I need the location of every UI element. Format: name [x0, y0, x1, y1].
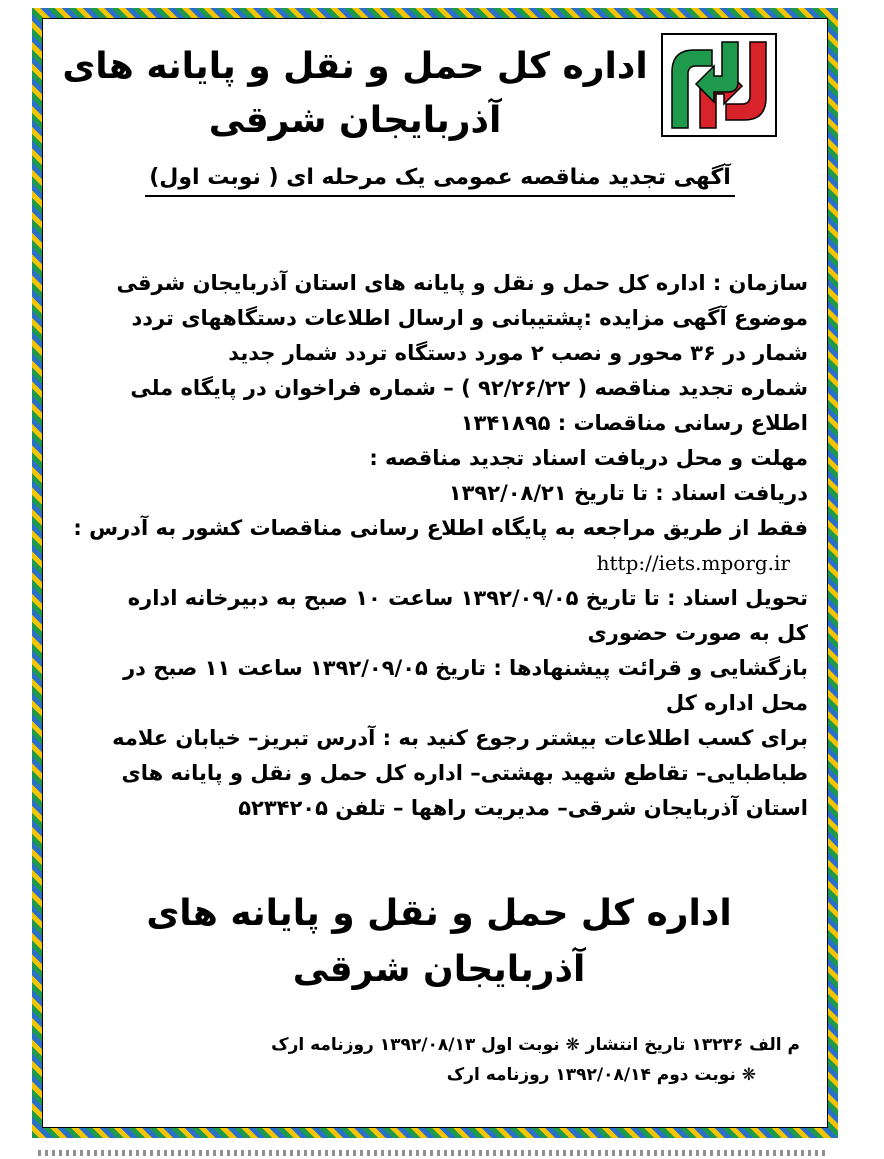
header-title-line2: آذربایجان شرقی	[208, 100, 502, 141]
notice-subtitle-text: آگهی تجدید مناقصه عمومی یک مرحله ای ( نوبت اول)	[145, 163, 735, 197]
header-title	[60, 40, 650, 148]
body-line: استان آذربایجان شرقی– مدیریت راهها – تلفن ۵۲۳۴۲۰۵	[238, 796, 808, 820]
bottom-strip	[38, 1150, 828, 1156]
body-line: موضوع آگهی مزایده :پشتیبانی و ارسال اطلاعات دستگاههای تردد	[131, 306, 808, 330]
body-line: شماره تجدید مناقصه ( ۹۲/۲۶/۲۲ ) – شماره فراخوان در پایگاه ملی	[130, 376, 808, 400]
footer-title-line2: آذربایجان شرقی	[292, 949, 586, 990]
body-line: شمار در ۳۶ محور و نصب ۲ مورد دستگاه تردد شمار جدید	[228, 341, 808, 365]
publication-line2: ❋ نوبت دوم ۱۳۹۲/۰۸/۱۴ روزنامه ارک	[446, 1065, 756, 1085]
website-url[interactable]: http://iets.mporg.ir	[596, 551, 790, 575]
footer-title-line1: اداره کل حمل و نقل و پایانه های	[146, 893, 732, 934]
road-transport-logo-icon	[660, 32, 778, 138]
body-line: طباطبایی– تقاطع شهید بهشتی– اداره کل حمل و نقل و پایانه های	[121, 761, 808, 785]
body-line: مهلت و محل دریافت اسناد تجدید مناقصه :	[369, 446, 808, 470]
body-line: کل به صورت حضوری	[587, 621, 808, 645]
body-line: بازگشایی و قرائت پیشنهادها : تاریخ ۱۳۹۲/۰۹/۰۵ ساعت ۱۱ صبح در	[123, 656, 808, 680]
header-title-line1: اداره کل حمل و نقل و پایانه های	[62, 46, 648, 87]
footer-title	[70, 886, 808, 998]
publication-info	[70, 1030, 800, 1090]
notice-subtitle	[100, 163, 780, 197]
body-line: برای کسب اطلاعات بیشتر رجوع کنید به : آدرس تبریز– خیابان علامه	[112, 726, 808, 750]
publication-line1: م الف ۱۳۲۳۶ تاریخ انتشار ❋ نوبت اول ۱۳۹۲/۰۸/۱۳ روزنامه ارک	[271, 1035, 800, 1055]
notice-body	[70, 266, 808, 826]
body-line: محل اداره کل	[665, 691, 808, 715]
body-line: سازمان : اداره کل حمل و نقل و پایانه های استان آذربایجان شرقی	[116, 271, 808, 295]
body-line: اطلاع رسانی مناقصات : ۱۳۴۱۸۹۵	[460, 411, 808, 435]
body-line: فقط از طریق مراجعه به پایگاه اطلاع رسانی مناقصات کشور به آدرس :	[73, 516, 808, 540]
body-line: تحویل اسناد : تا تاریخ ۱۳۹۲/۰۹/۰۵ ساعت ۱۰ صبح به دبیرخانه اداره	[127, 586, 808, 610]
body-line: دریافت اسناد : تا تاریخ ۱۳۹۲/۰۸/۲۱	[448, 481, 808, 505]
